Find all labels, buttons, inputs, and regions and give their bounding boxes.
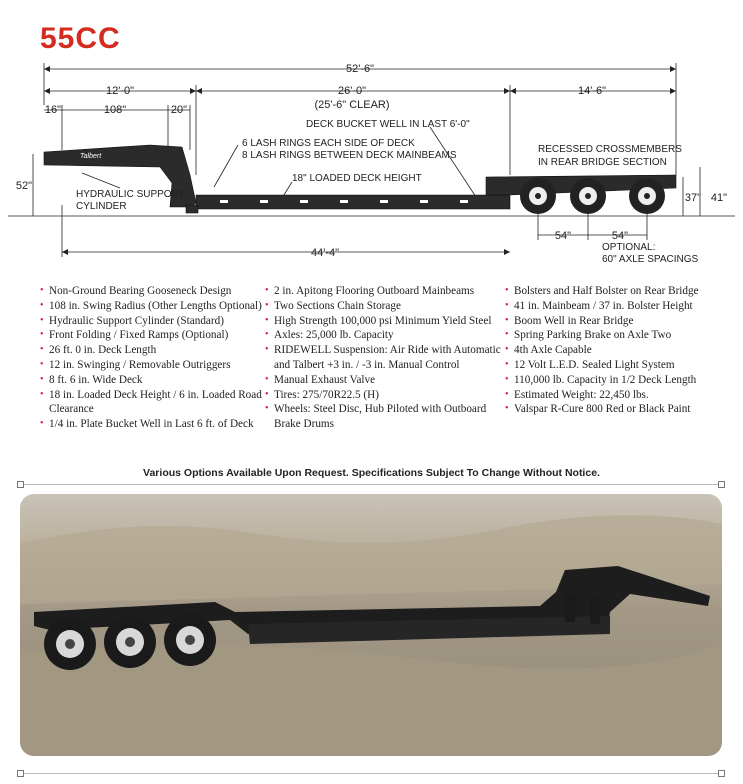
divider-bottom: [20, 773, 723, 774]
svg-text:52'-6": [346, 63, 374, 75]
divider-cap-left: [17, 481, 24, 488]
svg-text:Talbert: Talbert: [80, 153, 102, 160]
spec-item: • Non-Ground Bearing Gooseneck Design: [40, 284, 265, 299]
svg-text:DECK BUCKET WELL IN LAST 6'-0": DECK BUCKET WELL IN LAST 6'-0": [306, 119, 470, 130]
spec-item: • 4th Axle Capable: [505, 343, 735, 358]
svg-text:52": 52": [15, 180, 33, 192]
spec-item: • Boom Well in Rear Bridge: [505, 314, 735, 329]
svg-text:16": 16": [44, 104, 62, 116]
svg-text:44'-4": 44'-4": [310, 247, 340, 259]
divider-cap-left-bottom: [17, 770, 24, 777]
spec-column-2: [265, 284, 510, 432]
spec-item: • 12 Volt L.E.D. Sealed Light System: [505, 358, 735, 373]
spec-column-1: [40, 284, 265, 432]
spec-item: • Axles: 25,000 lb. Capacity: [265, 328, 510, 343]
dim-overall: 52'-6": [345, 63, 375, 75]
spec-item: • RIDEWELL Suspension: Air Ride with Automatic and Talbert +3 in. / -3 in. Manual Control: [265, 343, 510, 373]
svg-text:14'-6": 14'-6": [577, 85, 607, 97]
spec-item: • Bolsters and Half Bolster on Rear Bridge: [505, 284, 735, 299]
svg-text:CYLINDER: CYLINDER: [76, 201, 127, 212]
divider-cap-right: [718, 481, 725, 488]
divider-cap-right-bottom: [718, 770, 725, 777]
divider-top: [20, 484, 723, 485]
spec-item: • High Strength 100,000 psi Minimum Yield Steel: [265, 314, 510, 329]
svg-text:20": 20": [170, 104, 188, 116]
spec-item: • Estimated Weight: 22,450 lbs.: [505, 388, 735, 403]
spec-item: • Hydraulic Support Cylinder (Standard): [40, 314, 265, 329]
svg-text:54": 54": [611, 230, 629, 242]
spec-item: • 18 in. Loaded Deck Height / 6 in. Loaded Road Clearance: [40, 388, 265, 418]
spec-item: • Wheels: Steel Disc, Hub Piloted with Outboard Brake Drums: [265, 402, 510, 432]
svg-text:60" AXLE SPACINGS: 60" AXLE SPACINGS: [602, 254, 699, 265]
svg-text:18" LOADED DECK HEIGHT: 18" LOADED DECK HEIGHT: [292, 173, 422, 184]
spec-item: • Front Folding / Fixed Ramps (Optional): [40, 328, 265, 343]
svg-text:8 LASH RINGS BETWEEN DECK MAIN: 8 LASH RINGS BETWEEN DECK MAINBEAMS: [242, 150, 457, 161]
spec-item: • 41 in. Mainbeam / 37 in. Bolster Height: [505, 299, 735, 314]
svg-text:41": 41": [710, 192, 728, 204]
spec-item: • 12 in. Swinging / Removable Outriggers: [40, 358, 265, 373]
spec-item: • 110,000 lb. Capacity in 1/2 Deck Length: [505, 373, 735, 388]
spec-item: • Two Sections Chain Storage: [265, 299, 510, 314]
svg-text:(25'-6" CLEAR): (25'-6" CLEAR): [314, 99, 390, 111]
spec-item: • Valspar R-Cure 800 Red or Black Paint: [505, 402, 735, 417]
spec-item: • 26 ft. 0 in. Deck Length: [40, 343, 265, 358]
svg-text:37": 37": [684, 192, 702, 204]
spec-column-3: [505, 284, 735, 417]
trailer-dimension-diagram: [0, 55, 743, 270]
svg-text:12'-0": 12'-0": [105, 85, 135, 97]
svg-text:6 LASH RINGS EACH SIDE OF DECK: 6 LASH RINGS EACH SIDE OF DECK: [242, 138, 415, 149]
spec-item: • Spring Parking Brake on Axle Two: [505, 328, 735, 343]
options-notice: Various Options Available Upon Request. Specifications Subject To Change Without Notice.: [143, 467, 600, 479]
spec-item: • 8 ft. 6 in. Wide Deck: [40, 373, 265, 388]
spec-item: • Manual Exhaust Valve: [265, 373, 510, 388]
svg-text:26'-0": 26'-0": [337, 85, 367, 97]
svg-text:OPTIONAL:: OPTIONAL:: [602, 242, 656, 253]
model-title: 55CC: [40, 22, 121, 55]
svg-text:108": 108": [103, 104, 127, 116]
svg-text:RECESSED CROSSMEMBERS: RECESSED CROSSMEMBERS: [538, 144, 682, 155]
svg-text:IN REAR BRIDGE SECTION: IN REAR BRIDGE SECTION: [538, 157, 667, 168]
svg-text:HYDRAULIC SUPPORT: HYDRAULIC SUPPORT: [76, 189, 185, 200]
trailer-photo-illustration: [20, 494, 722, 756]
spec-item: • Tires: 275/70R22.5 (H): [265, 388, 510, 403]
spec-item: • 2 in. Apitong Flooring Outboard Mainbeams: [265, 284, 510, 299]
trailer-photo: [20, 494, 722, 756]
spec-item: • 1/4 in. Plate Bucket Well in Last 6 ft. of Deck: [40, 417, 265, 432]
spec-item: • 108 in. Swing Radius (Other Lengths Optional): [40, 299, 265, 314]
svg-text:54": 54": [554, 230, 572, 242]
